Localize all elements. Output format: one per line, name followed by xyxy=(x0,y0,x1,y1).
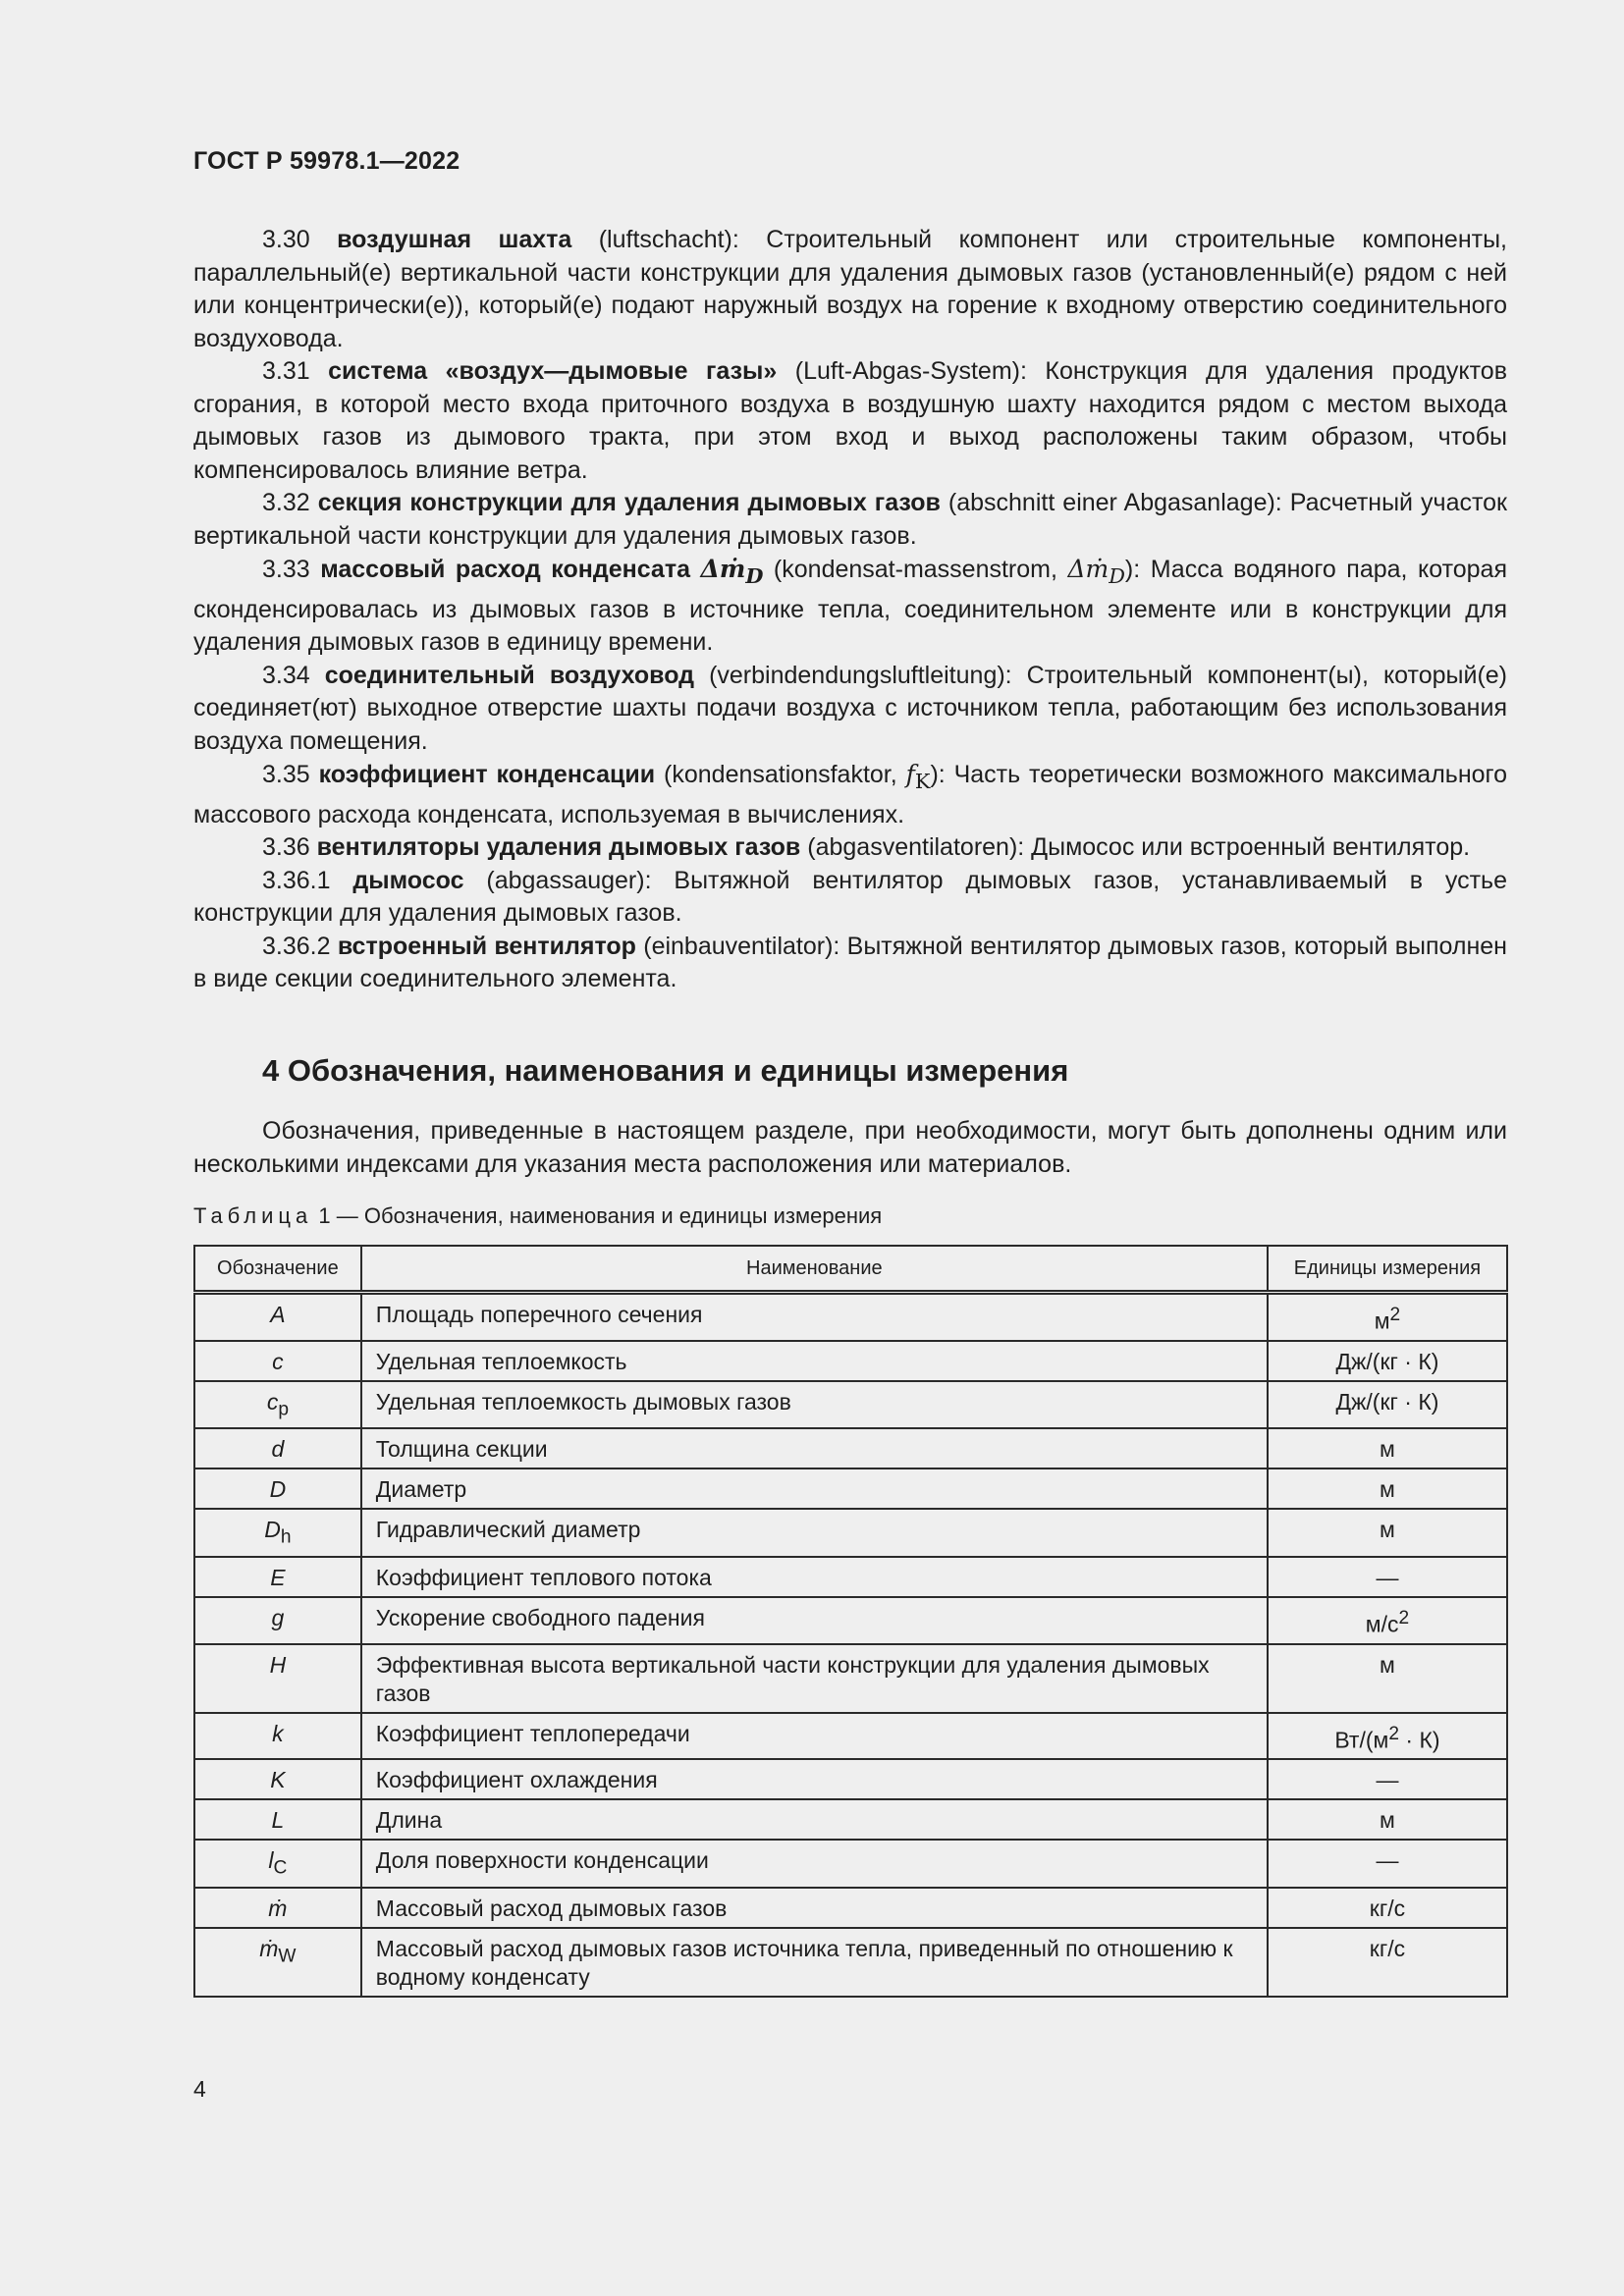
name-cell: Толщина секции xyxy=(361,1428,1268,1468)
name-cell: Диаметр xyxy=(361,1468,1268,1509)
symbol-f-k: $f_K$ xyxy=(905,760,931,793)
name-cell: Площадь поперечного сечения xyxy=(361,1293,1268,1341)
definition-text: ): Масса водяного пара, которая сконденсировалась из дымовых газов в источнике тепла, соединительном элементе или в конструкции для удаления дымовых газов в единицу времени. xyxy=(193,556,1507,656)
clause-number: 3.32 xyxy=(262,489,310,516)
section-title: 4 Обозначения, наименования и единицы измерения xyxy=(262,1053,1069,1088)
unit-cell: Дж/(кг · К) xyxy=(1268,1381,1507,1429)
name-cell: Коэффициент теплопередачи xyxy=(361,1713,1268,1760)
unit-cell: — xyxy=(1268,1759,1507,1799)
name-cell: Удельная теплоемкость xyxy=(361,1341,1268,1381)
symbol-cell: $l_C$ xyxy=(194,1840,361,1888)
unit-cell: $м/с^2$ xyxy=(1268,1597,1507,1644)
definition-3-32 xyxy=(193,487,1507,553)
table-row xyxy=(194,1509,1507,1557)
clause-number: 3.33 xyxy=(262,556,310,583)
symbol-cell: H xyxy=(194,1644,361,1713)
definition-3-35 xyxy=(193,758,1507,831)
table-row xyxy=(194,1468,1507,1509)
name-cell: Коэффициент охлаждения xyxy=(361,1759,1268,1799)
symbol-cell: E xyxy=(194,1557,361,1597)
name-cell: Ускорение свободного падения xyxy=(361,1597,1268,1644)
table-row xyxy=(194,1888,1507,1928)
clause-number: 3.36.2 xyxy=(262,932,331,960)
symbol-cell: L xyxy=(194,1799,361,1840)
standard-code: ГОСТ Р 59978.1—2022 xyxy=(193,147,460,175)
name-cell: Эффективная высота вертикальной части конструкции для удаления дымовых газов xyxy=(361,1644,1268,1713)
definition-text: (luftschacht): Строительный компонент или строительные компоненты, параллельный(е) вертикальной части конструкции для удаления дымовых газов (установленный(е) рядом с ней или концентрически(е)), который(е) подают наружный воздух на горение к входному отверстию соединительного воздуховода. xyxy=(193,226,1508,352)
symbol-cell: $c_p$ xyxy=(194,1381,361,1429)
unit-cell: м xyxy=(1268,1644,1507,1713)
table-row xyxy=(194,1840,1507,1888)
symbol-cell: $D_h$ xyxy=(194,1509,361,1557)
symbol-cell: D xyxy=(194,1468,361,1509)
name-cell: Коэффициент теплового потока xyxy=(361,1557,1268,1597)
definition-text: (verbindendungsluftleitung): Строительный компонент(ы), который(е) соединяет(ют) выходное отверстие шахты подачи воздуха с источником тепла, работающим без использования воздуха помещения. xyxy=(193,661,1508,755)
clause-number: 3.35 xyxy=(262,761,310,788)
unit-cell: — xyxy=(1268,1557,1507,1597)
clause-number: 3.31 xyxy=(262,357,310,385)
definition-3-36 xyxy=(193,831,1507,865)
clause-number: 3.36.1 xyxy=(262,866,331,894)
table-row xyxy=(194,1799,1507,1840)
name-cell: Доля поверхности конденсации xyxy=(361,1840,1268,1888)
name-cell: Массовый расход дымовых газов xyxy=(361,1888,1268,1928)
section-intro: Обозначения, приведенные в настоящем разделе, при необходимости, могут быть дополнены одним или несколькими индексами для указания места расположения или материалов. xyxy=(193,1117,1507,1178)
term: массовый расход конденсата xyxy=(320,556,690,583)
term: соединительный воздуховод xyxy=(324,661,695,689)
unit-cell: Дж/(кг · К) xyxy=(1268,1341,1507,1381)
symbol-cell: ṁ$_W$ xyxy=(194,1928,361,1997)
definition-3-36-1 xyxy=(193,865,1507,931)
clause-number: 3.36 xyxy=(262,833,310,861)
definition-text: ): Часть теоретически возможного максимального массового расхода конденсата, используемая в вычислениях. xyxy=(193,761,1508,828)
symbol-cell: c xyxy=(194,1341,361,1381)
name-cell: Массовый расход дымовых газов источника тепла, приведенный по отношению к водному конденсату xyxy=(361,1928,1268,1997)
column-header-name: Наименование xyxy=(361,1246,1268,1293)
table-row xyxy=(194,1713,1507,1760)
table-row xyxy=(194,1381,1507,1429)
term: коэффициент конденсации xyxy=(318,761,656,788)
unit-cell: — xyxy=(1268,1840,1507,1888)
symbol-cell: g xyxy=(194,1597,361,1644)
definition-text: (Luft-Abgas-System): Конструкция для удаления продуктов сгорания, в которой место входа приточного воздуха в воздушную шахту находится рядом с местом выхода дымовых газов из дымового тракта, при этом вход и выход расположены таким образом, чтобы компенсировалось влияние ветра. xyxy=(193,357,1507,484)
column-header-unit: Единицы измерения xyxy=(1268,1246,1507,1293)
definition-text: (einbauventilator): Вытяжной вентилятор дымовых газов, который выполнен в виде секции соединительного элемента. xyxy=(193,932,1507,992)
symbol-cell: ṁ xyxy=(194,1888,361,1928)
symbol-cell: k xyxy=(194,1713,361,1760)
definition-3-36-2 xyxy=(193,931,1507,996)
definition-text: (abschnitt einer Abgasanlage): Расчетный участок вертикальной части конструкции для удаления дымовых газов. xyxy=(193,489,1507,550)
clause-number: 3.30 xyxy=(262,226,310,253)
definition-3-30 xyxy=(193,224,1507,355)
definitions-block xyxy=(193,224,1507,996)
term: секция конструкции для удаления дымовых газов xyxy=(317,489,941,516)
table-row xyxy=(194,1928,1507,1997)
symbol-cell: d xyxy=(194,1428,361,1468)
table-row xyxy=(194,1341,1507,1381)
table-row xyxy=(194,1293,1507,1341)
unit-cell: м xyxy=(1268,1468,1507,1509)
definition-text: (kondensationsfaktor, xyxy=(655,761,906,788)
table-row xyxy=(194,1597,1507,1644)
table-row xyxy=(194,1759,1507,1799)
unit-cell: м xyxy=(1268,1799,1507,1840)
name-cell: Длина xyxy=(361,1799,1268,1840)
symbol-cell: K xyxy=(194,1759,361,1799)
definition-text: (abgassauger): Вытяжной вентилятор дымовых газов, устанавливаемый в устье конструкции для удаления дымовых газов. xyxy=(193,866,1507,927)
unit-cell: м xyxy=(1268,1509,1507,1557)
name-cell: Удельная теплоемкость дымовых газов xyxy=(361,1381,1268,1429)
definition-text: (kondensat-massenstrom, xyxy=(763,556,1068,583)
table-caption-label: Таблица xyxy=(193,1203,313,1228)
unit-cell: $Вт/(м^2 \cdot К)$ xyxy=(1268,1713,1507,1760)
page-number: 4 xyxy=(193,2076,206,2102)
table-row xyxy=(194,1557,1507,1597)
definition-3-31 xyxy=(193,355,1507,487)
table-body xyxy=(194,1293,1507,1997)
term: дымосос xyxy=(352,866,464,894)
table-caption xyxy=(193,1203,882,1229)
symbol-delta-m-d: Δṁ$_D$ xyxy=(1067,555,1125,588)
term: встроенный вентилятор xyxy=(337,932,636,960)
table-header-row xyxy=(194,1246,1507,1293)
term: система «воздух—дымовые газы» xyxy=(328,357,778,385)
definition-text: (abgasventilatoren): Дымосос или встроенный вентилятор. xyxy=(800,833,1471,861)
definition-3-33 xyxy=(193,553,1507,660)
unit-cell: $м^2$ xyxy=(1268,1293,1507,1341)
table-caption-text: 1 — Обозначения, наименования и единицы измерения xyxy=(318,1203,883,1228)
clause-number: 3.34 xyxy=(262,661,310,689)
definition-3-34 xyxy=(193,660,1507,759)
symbol-cell: A xyxy=(194,1293,361,1341)
table-row xyxy=(194,1428,1507,1468)
unit-cell: кг/с xyxy=(1268,1928,1507,1997)
term: воздушная шахта xyxy=(337,226,572,253)
unit-cell: м xyxy=(1268,1428,1507,1468)
symbol-delta-m-d: Δṁ$_D$ xyxy=(700,555,764,588)
unit-cell: кг/с xyxy=(1268,1888,1507,1928)
term: вентиляторы удаления дымовых газов xyxy=(316,833,801,861)
table-row xyxy=(194,1644,1507,1713)
name-cell: Гидравлический диаметр xyxy=(361,1509,1268,1557)
symbols-table xyxy=(193,1245,1508,1998)
column-header-symbol: Обозначение xyxy=(194,1246,361,1293)
